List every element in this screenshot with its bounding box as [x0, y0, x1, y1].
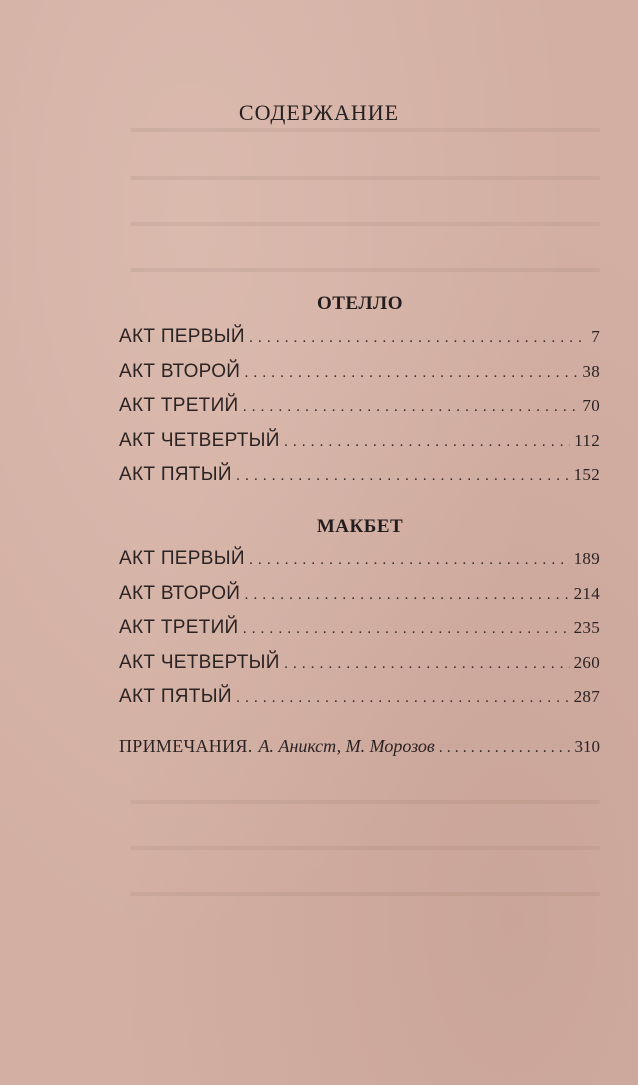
dot-leader: [243, 390, 579, 425]
section-heading-macbeth: МАКБЕТ: [316, 516, 404, 537]
bleed-through-line: [130, 892, 600, 896]
toc-item-label: АКТ ВТОРОЙ: [119, 360, 241, 382]
toc-item-notes[interactable]: [119, 736, 600, 757]
dot-leader: [249, 321, 587, 356]
toc-item[interactable]: [119, 320, 600, 355]
toc-item-page: 152: [573, 465, 600, 484]
toc-list-macbeth: [119, 542, 600, 715]
toc-item[interactable]: [119, 389, 600, 424]
toc-item-page: 112: [574, 430, 600, 450]
bleed-through-line: [130, 176, 600, 180]
toc-item-page: 287: [573, 687, 600, 706]
toc-item-label: АКТ ТРЕТИЙ: [119, 395, 239, 416]
toc-item-page: 70: [582, 396, 600, 415]
toc-item[interactable]: [119, 646, 600, 681]
dot-leader: [244, 578, 569, 613]
toc-item-page: 260: [573, 652, 600, 672]
dot-leader: [243, 612, 570, 647]
toc-item[interactable]: [119, 611, 600, 646]
bleed-through-line: [130, 222, 600, 226]
toc-item[interactable]: [119, 424, 600, 459]
bleed-through-line: [130, 800, 600, 804]
notes-label: ПРИМЕЧАНИЯ.: [119, 736, 253, 756]
notes-page: 310: [574, 737, 600, 756]
toc-list-othello: [119, 320, 600, 493]
dot-leader: [439, 739, 571, 757]
bleed-through-line: [130, 268, 600, 272]
toc-item[interactable]: [119, 577, 600, 612]
toc-item-page: 7: [591, 327, 600, 346]
dot-leader: [236, 681, 570, 716]
toc-item-label: АКТ ПЕРВЫЙ: [119, 326, 245, 347]
toc-item-label: АКТ ТРЕТИЙ: [119, 617, 239, 638]
toc-item-label: АКТ ПЕРВЫЙ: [119, 548, 245, 569]
dot-leader: [284, 647, 570, 682]
toc-item-label: АКТ ВТОРОЙ: [119, 582, 241, 604]
dot-leader: [249, 543, 570, 578]
toc-item-page: 235: [573, 618, 600, 637]
toc-item-label: АКТ ПЯТЫЙ: [119, 686, 232, 707]
dot-leader: [236, 459, 570, 494]
toc-item-label: АКТ ЧЕТВЕРТЫЙ: [119, 429, 280, 451]
toc-item[interactable]: [119, 680, 600, 715]
toc-item-page: 189: [573, 549, 600, 568]
section-heading-othello: ОТЕЛЛО: [317, 293, 403, 314]
toc-item-page: 38: [582, 361, 600, 381]
toc-item-page: 214: [573, 583, 600, 603]
dot-leader: [244, 356, 578, 391]
bleed-through-line: [130, 846, 600, 850]
page-title: СОДЕРЖАНИЕ: [238, 100, 400, 125]
toc-item[interactable]: [119, 355, 600, 390]
dot-leader: [284, 425, 571, 460]
toc-item[interactable]: [119, 542, 600, 577]
notes-authors: А. Аникст, М. Морозов: [258, 736, 435, 756]
toc-item-label: АКТ ЧЕТВЕРТЫЙ: [119, 651, 280, 673]
toc-item-label: АКТ ПЯТЫЙ: [119, 464, 232, 485]
toc-item[interactable]: [119, 458, 600, 493]
bleed-through-line: [130, 128, 600, 132]
